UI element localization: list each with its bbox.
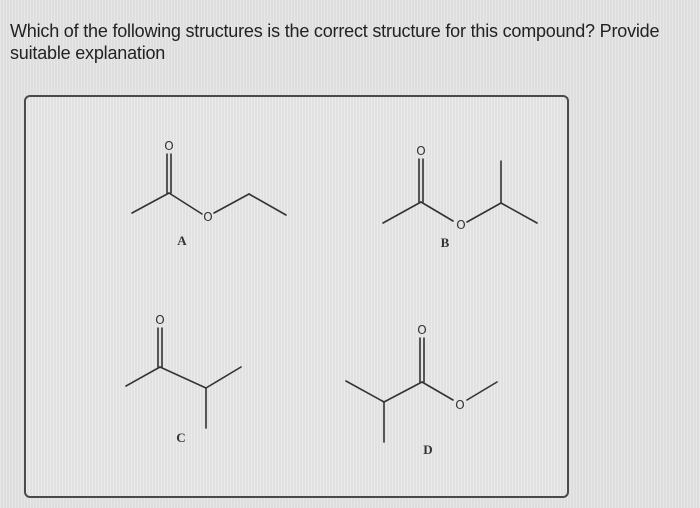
structure-c-methyl-bond <box>126 367 160 386</box>
question-text: Which of the following structures is the correct structure for this compound? Provide suitable explanation <box>10 21 660 63</box>
structure-d-label: D <box>423 442 433 457</box>
structure-b-carbonyl-oxygen: O <box>416 144 426 158</box>
structure-c-carbonyl-oxygen: O <box>155 313 165 327</box>
structure-b-ester-bond-2 <box>467 203 501 222</box>
structure-a-carbonyl-oxygen: O <box>164 139 174 153</box>
structures-panel <box>24 95 569 498</box>
structure-d-methoxy-bond <box>467 382 497 400</box>
structure-d-carbonyl-oxygen: O <box>417 323 427 337</box>
structure-a-label: A <box>177 233 187 248</box>
structure-c-label: C <box>176 430 186 445</box>
structure-d-isopropyl-bond-left <box>346 381 384 402</box>
structure-c-ketone-bond <box>160 367 206 388</box>
structure-b-ester-oxygen: O <box>456 218 466 232</box>
structure-d[interactable] <box>346 323 497 457</box>
structure-d-ester-bond-1 <box>422 382 453 400</box>
structure-d-ester-oxygen: O <box>455 398 465 412</box>
structure-d-alpha-bond <box>384 382 422 402</box>
structure-a-ester-bond-1 <box>169 193 202 214</box>
structures-canvas <box>26 97 571 500</box>
structure-b-ester-bond-1 <box>421 202 453 221</box>
structure-b-isopropyl-bond-right <box>501 203 537 223</box>
structure-a-ester-bond-2 <box>214 194 249 213</box>
structure-c[interactable] <box>126 313 241 445</box>
structure-a[interactable] <box>132 139 286 248</box>
structure-b[interactable] <box>383 144 537 250</box>
structure-a-ethyl-bond <box>249 194 286 215</box>
structure-a-methyl-bond <box>132 193 169 213</box>
structure-b-methyl-bond <box>383 202 421 223</box>
structure-a-ester-oxygen: O <box>203 210 213 224</box>
structure-c-isopropyl-bond-right <box>206 367 241 388</box>
structure-b-label: B <box>440 235 450 250</box>
